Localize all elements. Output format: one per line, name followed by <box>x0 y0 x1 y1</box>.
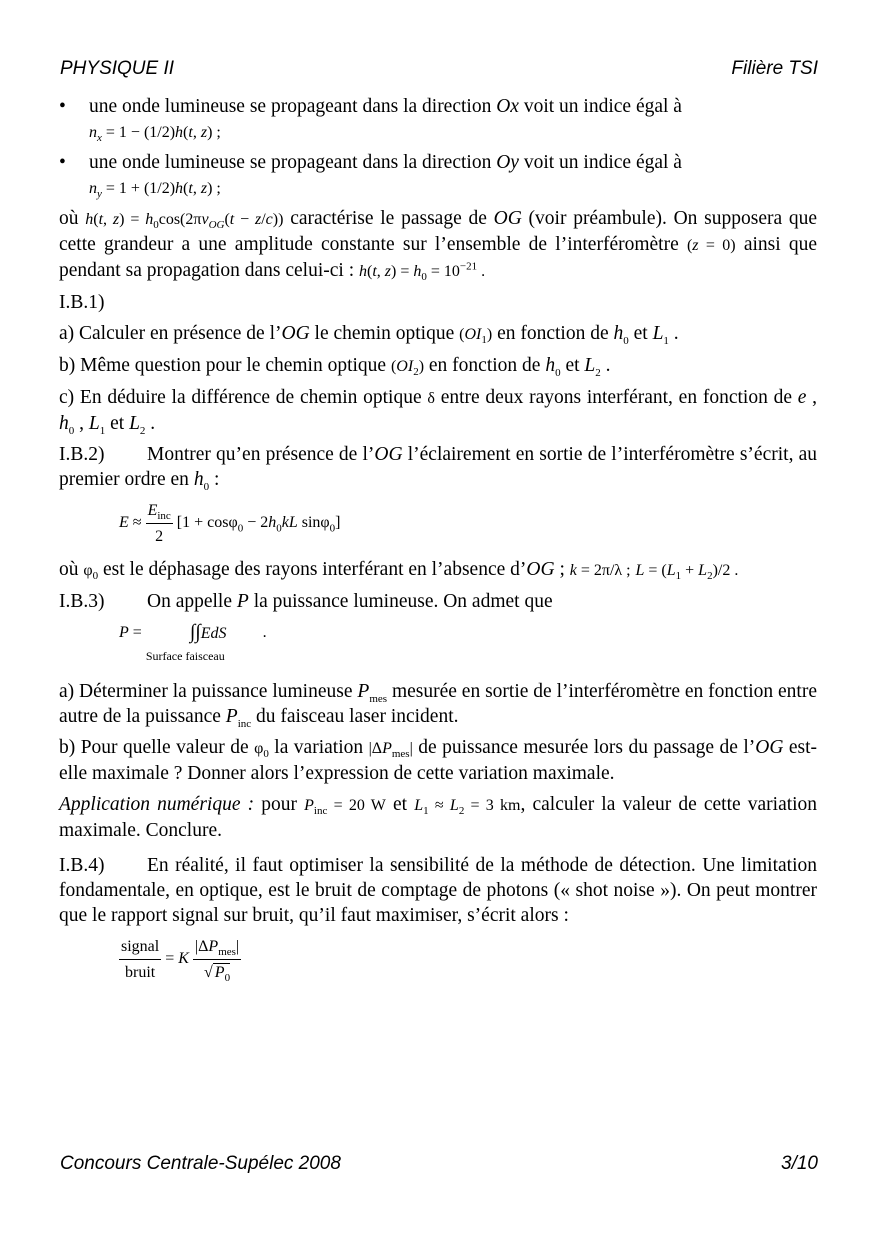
bullet-tail: voit un indice égal à <box>523 152 682 173</box>
bullet-item-ox <box>59 94 817 145</box>
running-footer-left: Concours Centrale-Supélec 2008 <box>60 1153 341 1174</box>
equation-signal-noise: $\frac{\text{signal}}{\text{bruit}}$ = K $\frac{|\Delta P_{mes}|}{√ P_0}$ <box>119 934 817 985</box>
index-formula-x: $n_x = 1 - (1/2)h(t$, z) ; <box>89 124 221 145</box>
question-ib2: I.B.2) Montrer qu’en présence de l’OG l’éclairement en sortie de l’interféromètre s’écrit, au premier ordre en $h_0$ : <box>59 444 817 493</box>
page-number: 3/10 <box>781 1153 818 1174</box>
paragraph-h-definition: où h(t, $z) = h_0\cos(2\pi v_{OG}(t - z/c))$ caractérise le passage de OG (voir préambule). On supposera que cette grandeur a une amplitude constante sur l’ensemble de l’interféromètre (z = 0) ainsi que pendant sa propagation dans celui-ci : h(t, $z) = h_0 = 10^{-21}$ . <box>59 208 818 284</box>
bullet-dot: • <box>59 96 66 117</box>
question-ib1a: a) Calculer en présence de l’OG le chemin optique $(OI_1)$ en fonction de $h_0$ et $L_1$ . <box>59 323 679 347</box>
running-header-right: Filière TSI <box>731 58 818 79</box>
question-ib3b: b) Pour quelle valeur de $\varphi_0$ la variation $|\Delta P_{mes}|$ de puissance mesurée lors du passage de l’OG est-elle maximale ? Donner alors l’expression de cette variation maximale. <box>59 737 818 784</box>
numerical-application: Application numérique : pour $P_{inc} = 20$ W et $L_1 \approx L_2 = 3$ km, calculer la valeur de cette variation maximale. Conclure. <box>59 794 818 841</box>
index-formula-y: $n_y = 1 + (1/2)h(t$, z) ; <box>89 180 221 201</box>
direction-label: Oy <box>496 152 519 173</box>
direction-label: Ox <box>496 96 519 117</box>
page-body <box>59 94 817 993</box>
paragraph-phase-definition: où $\varphi_0$ est le déphasage des rayons interférant en l’absence d’OG ; k = 2π/λ ; $L = (L_1 + L_2)/2$ . <box>59 559 739 583</box>
running-header-left: PHYSIQUE II <box>60 58 175 79</box>
bullet-item-oy <box>59 150 817 201</box>
formula-h: h(t, $z) = h_0\cos(2\pi v_{OG}(t - z/c))$ <box>85 211 284 232</box>
equation-power-integral: P = ∫∫EdS Surface faisceau . <box>119 620 817 669</box>
question-ib3: I.B.3) On appelle P la puissance lumineuse. On admet que <box>59 591 553 612</box>
formula-h0: h(t, $z) = h_0 = 10^{-21}$ . <box>358 260 486 284</box>
integral-domain-label: Surface faisceau <box>145 649 225 663</box>
section-ib1-title: I.B.1) <box>59 292 105 313</box>
bullet-text: une onde lumineuse se propageant dans la direction <box>89 96 492 117</box>
question-ib1b: b) Même question pour le chemin optique $(OI_2)$ en fonction de $h_0$ et $L_2$ . <box>59 355 611 379</box>
question-ib3a: a) Déterminer la puissance lumineuse $P_{mes}$ mesurée en sortie de l’interféromètre en fonction entre autre de la puissance $P_{inc}$ du faisceau laser incident. <box>59 681 817 730</box>
equation-illumination: E ≈ $\frac{E_{inc}}{2}$ [$1 + \cos\varphi_0 - 2h_0kL$ sinφ$_0$] <box>119 498 817 549</box>
bullet-dot: • <box>59 152 66 173</box>
question-ib4: I.B.4) En réalité, il faut optimiser la sensibilité de la méthode de détection. Une limitation fondamentale, en optique, est le bruit de comptage de photons (« shot noise »). On peut montrer que le rapport signal sur bruit, qu’il faut maximiser, s’écrit alors : <box>59 855 817 926</box>
question-ib1c: c) En déduire la différence de chemin optique δ entre deux rayons interférant, en fonction de e , $h_0$ , $L_1$ et $L_2$ . <box>59 387 818 437</box>
bullet-tail: voit un indice égal à <box>523 96 682 117</box>
bullet-text: une onde lumineuse se propageant dans la direction <box>89 152 492 173</box>
